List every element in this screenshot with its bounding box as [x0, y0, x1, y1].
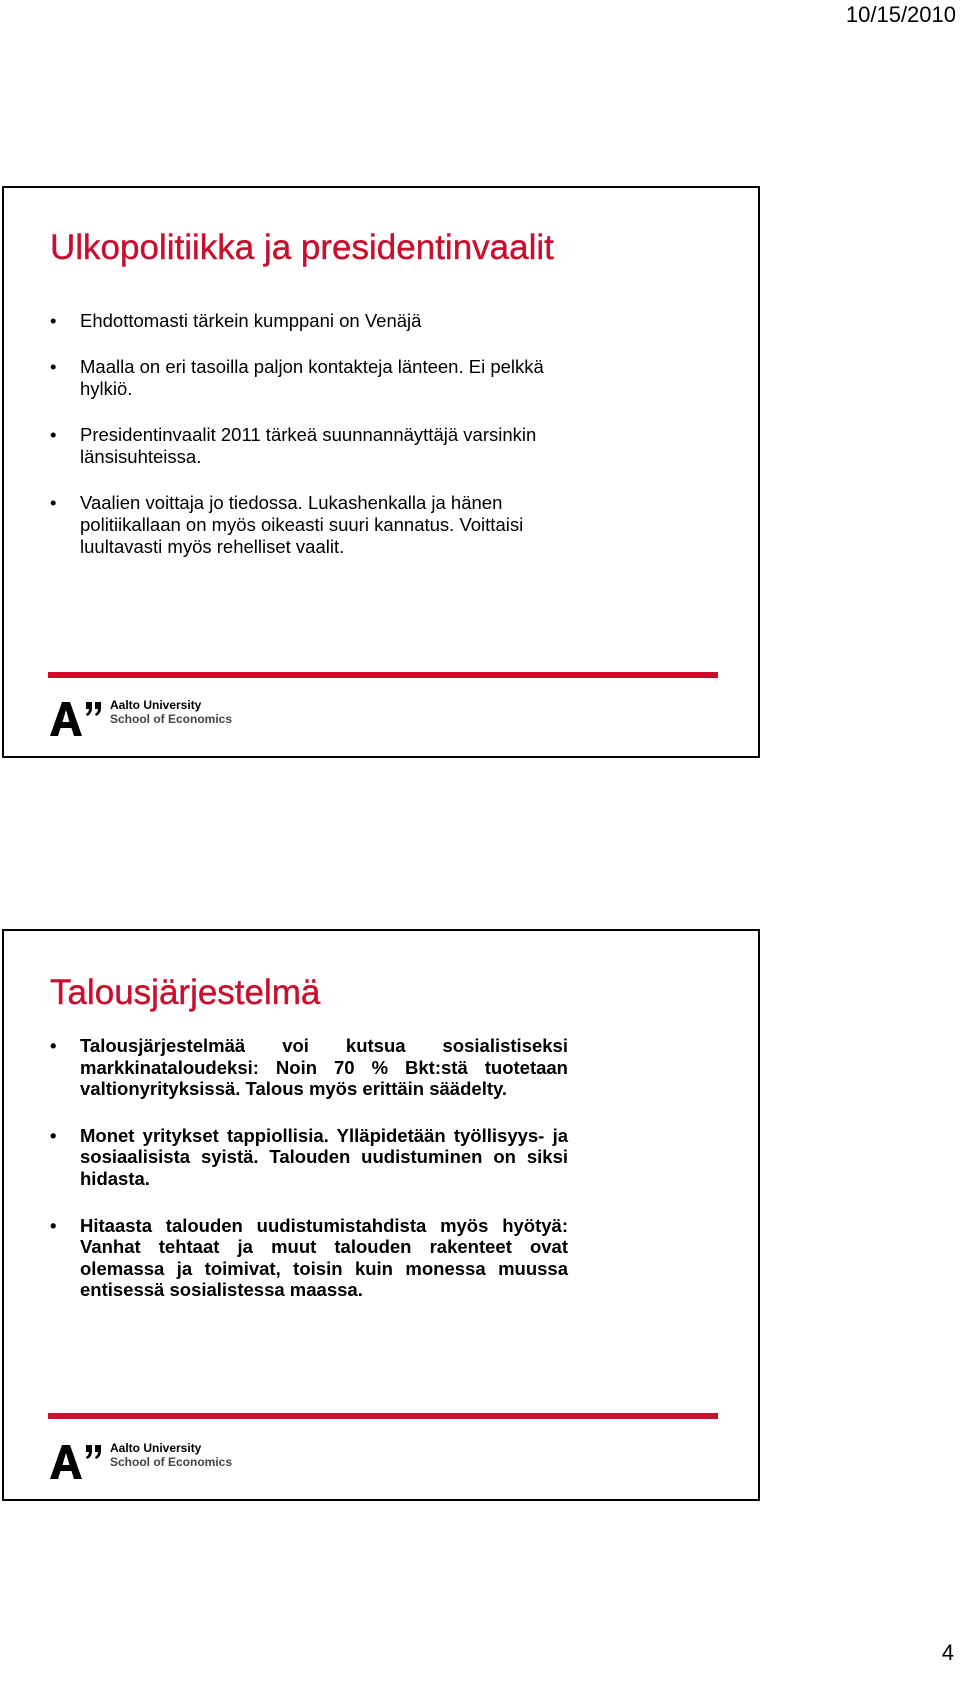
aalto-logo: [48, 698, 248, 738]
aalto-logo: [48, 1441, 248, 1481]
logo-text: [110, 1441, 232, 1469]
aalto-a-logo-icon: [48, 1441, 104, 1481]
footer-accent-bar: [48, 672, 718, 678]
page-number: 4: [941, 1640, 954, 1665]
slide-talousjarjestelma: [2, 929, 760, 1501]
bullet-dot-icon: •: [50, 1124, 57, 1146]
footer-accent-bar: [48, 1413, 718, 1419]
page-date: 10/15/2010: [845, 2, 956, 27]
bullet-dot-icon: •: [50, 492, 57, 513]
bullet-item: • Talousjärjestelmää voi kutsua sosialistiseksi markkinataloudeksi: Noin 70 % Bkt:stä tuotetaan valtionyrityksissä. Talous myös erittäin säädelty.: [50, 1035, 568, 1100]
bullet-item: • Presidentinvaalit 2011 tärkeä suunnannäyttäjä varsinkin länsisuhteissa.: [50, 424, 537, 467]
logo-school: School of Economics: [110, 712, 233, 726]
bullet-dot-icon: •: [50, 424, 57, 445]
bullet-dot-icon: •: [50, 1214, 57, 1236]
logo-school: School of Economics: [110, 1455, 233, 1469]
logo-university: Aalto University: [110, 1441, 202, 1455]
slide-title: Ulkopolitiikka ja presidentinvaalit: [50, 228, 554, 267]
bullet-item: • Maalla on eri tasoilla paljon kontakteja länteen. Ei pelkkä hylkiö.: [50, 356, 544, 399]
bullet-dot-icon: •: [50, 310, 57, 331]
slide-title: Talousjärjestelmä: [50, 973, 321, 1012]
bullet-item: • Vaalien voittaja jo tiedossa. Lukashenkalla ja hänen politiikallaan on myös oikeasti suuri kannatus. Voittaisi luultavasti myös rehelliset vaalit.: [50, 492, 524, 557]
bullet-list: [48, 310, 568, 582]
bullet-item: • Monet yritykset tappiollisia. Ylläpidetään työllisyys- ja sosiaalisista syistä. Talouden uudistuminen on siksi hidasta.: [50, 1124, 568, 1189]
bullet-list: [48, 1035, 568, 1326]
aalto-a-logo-icon: [48, 698, 104, 738]
bullet-dot-icon: •: [50, 1035, 57, 1056]
logo-university: Aalto University: [110, 698, 202, 712]
bullet-item: • Hitaasta talouden uudistumistahdista myös hyötyä: Vanhat tehtaat ja muut talouden rakenteet ovat olemassa ja toimivat, toisin kuin monessa muussa entisessä sosialistessa maassa.: [50, 1214, 568, 1301]
logo-text: [110, 698, 232, 726]
bullet-item: • Ehdottomasti tärkein kumppani on Venäjä: [50, 310, 422, 331]
slide-ulkopolitiikka: [2, 186, 760, 758]
bullet-dot-icon: •: [50, 356, 57, 377]
